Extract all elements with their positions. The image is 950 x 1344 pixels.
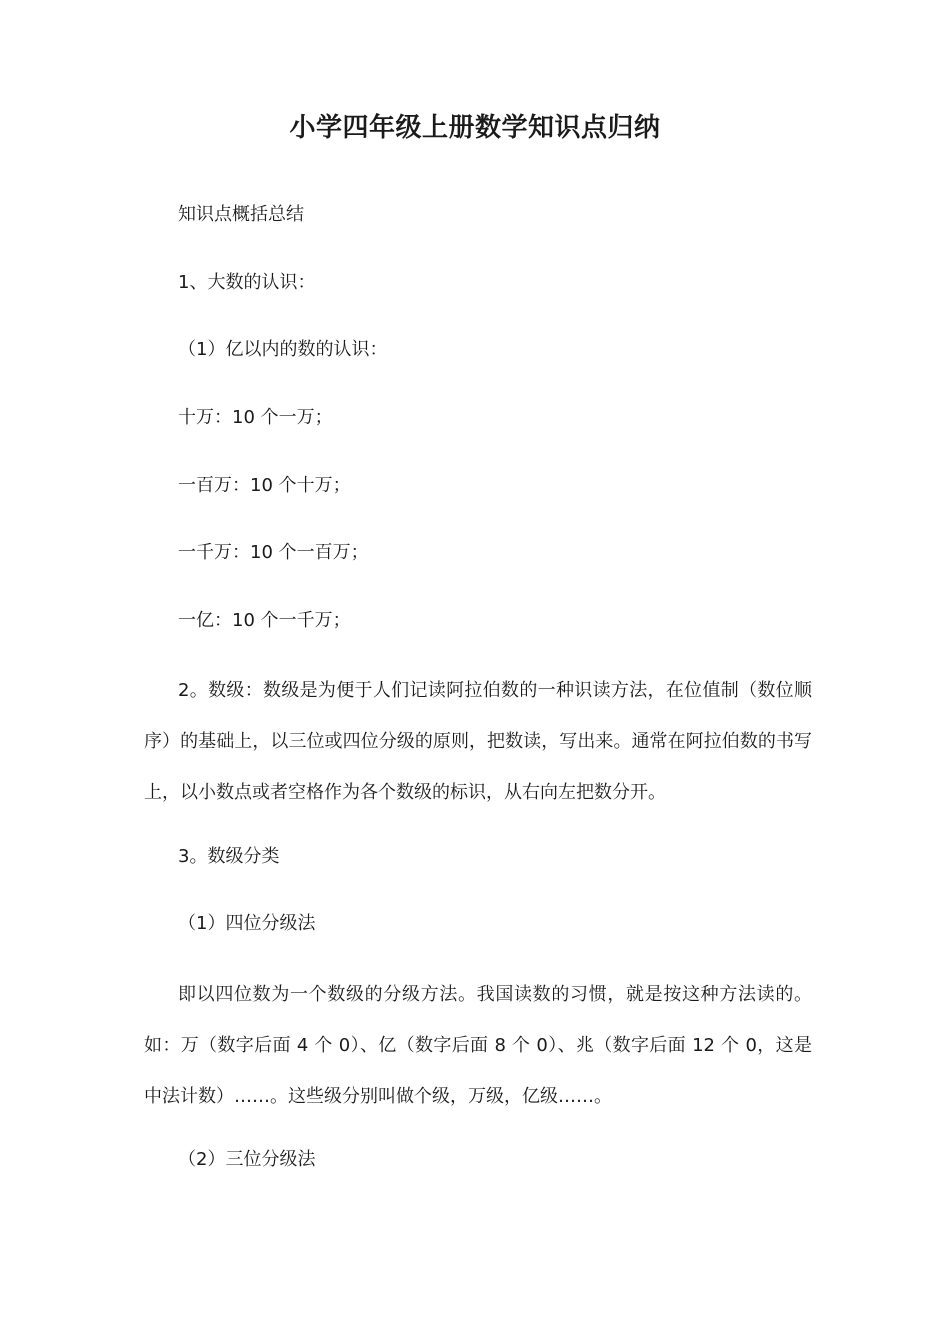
list-item: 一千万：10 个一百万； — [178, 542, 369, 563]
section-3-heading: 3。数级分类 — [178, 846, 280, 867]
list-item: 一亿：10 个一千万； — [178, 610, 351, 631]
subsection-four-digit-heading: （1）四位分级法 — [178, 913, 316, 934]
section-1-heading: 1、大数的认识： — [178, 272, 316, 293]
subsection-1-heading: （1）亿以内的数的认识： — [178, 339, 388, 360]
paragraph-four-digit: 即以四位数为一个数级的分级方法。我国读数的习惯，就是按这种方法读的。如：万（数字后面 4 个 0）、亿（数字后面 8 个 0）、兆（数字后面 12 个 0，这是中法计数）……。这些级分别叫做个级，万级，亿级……。 — [144, 984, 812, 1107]
list-item: 十万：10 个一万； — [178, 407, 333, 428]
document-title: 小学四年级上册数学知识点归纳 — [289, 113, 661, 143]
list-item: 一百万：10 个十万； — [178, 475, 351, 496]
section-summary-heading: 知识点概括总结 — [178, 204, 304, 225]
paragraph-digit-level: 2。数级：数级是为便于人们记读阿拉伯数的一种识读方法，在位值制（数位顺序）的基础上，以三位或四位分级的原则，把数读，写出来。通常在阿拉伯数的书写上，以小数点或者空格作为各个数级的标识，从右向左把数分开。 — [144, 680, 812, 803]
subsection-three-digit-heading: （2）三位分级法 — [178, 1149, 316, 1170]
